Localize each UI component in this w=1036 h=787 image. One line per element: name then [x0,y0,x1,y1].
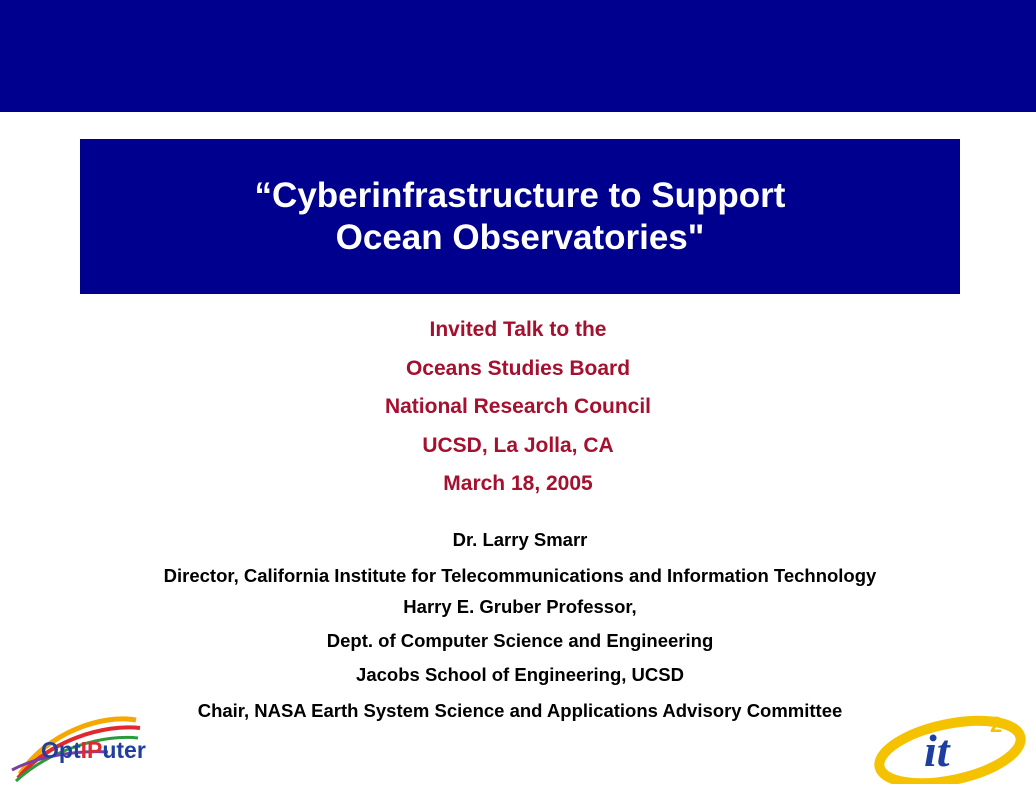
it2-logo [872,708,1034,784]
svg-text:OptIPuter [41,737,146,763]
speaker-role: Harry E. Gruber Professor, [403,596,637,617]
logo-text-ip: IP [80,737,103,763]
speaker-role: Director, California Institute for Telecommunications and Information Technology [163,565,877,586]
title-box [80,139,960,294]
talk-line: March 18, 2005 [443,472,593,495]
superscript-2: 2 [990,712,1003,737]
top-banner [0,0,1036,112]
talk-line: National Research Council [384,395,652,418]
optiputer-logo [8,712,158,782]
speaker-role: Jacobs School of Engineering, UCSD [356,664,684,685]
title-line-1: “Cyberinfrastructure to Support [254,175,786,215]
speaker-role: Dept. of Computer Science and Engineering [326,630,714,651]
talk-line: Oceans Studies Board [405,356,631,380]
title-line-2: Ocean Observatories" [335,217,705,257]
talk-info [0,314,1036,507]
talk-line: UCSD, La Jolla, CA [422,433,614,457]
speaker-name: Dr. Larry Smarr [452,529,588,550]
logo-text-opt: Opt [41,737,81,763]
it-logo-text: it [924,725,950,776]
talk-line: Invited Talk to the [429,318,607,341]
speaker-role: Chair, NASA Earth System Science and Applications Advisory Committee [197,700,843,721]
speaker-info [160,529,880,731]
logo-text-uter: uter [102,737,146,763]
